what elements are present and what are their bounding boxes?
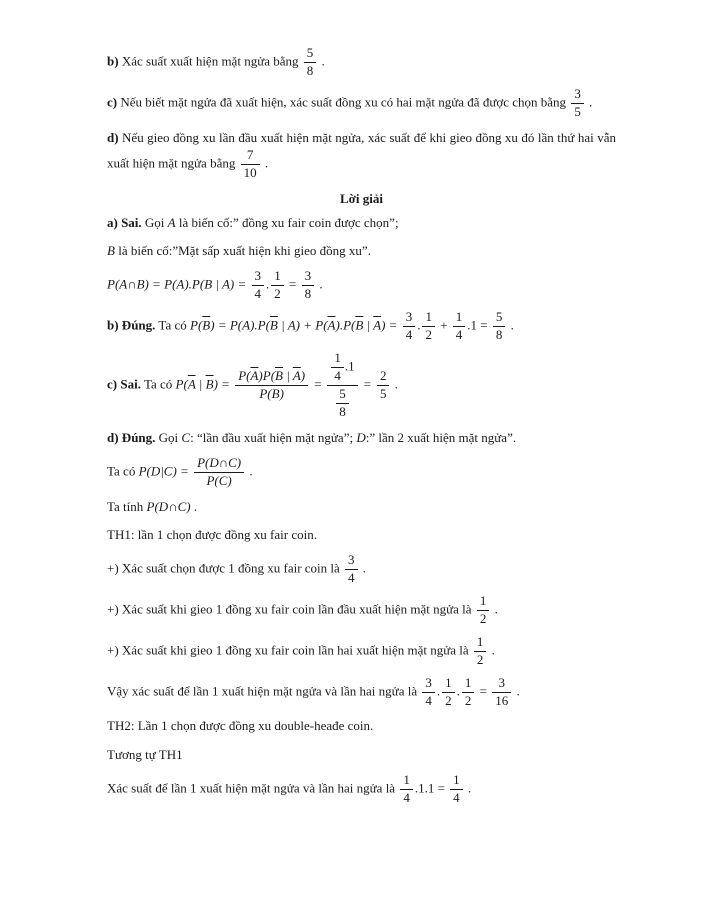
bold-text: b) Đúng. — [107, 317, 156, 333]
fraction-denominator — [403, 327, 416, 343]
text-run: 8 — [339, 403, 346, 419]
fraction — [271, 269, 284, 302]
solution-heading — [107, 189, 616, 209]
math-text: P( — [175, 376, 188, 392]
text-run: 5 — [495, 309, 503, 325]
fraction-numerator — [377, 369, 390, 386]
fraction-denominator — [442, 693, 455, 709]
math-text: = — [310, 376, 326, 392]
math-text: P( — [190, 317, 203, 333]
math-text: ) = P(A).P( — [210, 317, 270, 333]
fraction-numerator — [194, 456, 244, 473]
text-run: . — [261, 155, 269, 171]
fraction-denominator — [271, 286, 284, 302]
fraction — [462, 676, 475, 709]
fraction-denominator — [235, 386, 308, 402]
text-run: là biến cố:” đồng xu fair coin được chọn”; — [175, 214, 399, 230]
fraction — [302, 269, 315, 302]
case-1-result — [107, 676, 616, 709]
fraction-numerator — [450, 773, 463, 790]
case-2-label — [107, 716, 616, 736]
text-run: 3 — [498, 674, 505, 690]
fraction — [377, 369, 390, 402]
solution-d-compute — [107, 497, 616, 517]
fraction-denominator — [571, 104, 584, 120]
fraction-numerator — [474, 635, 487, 652]
math-text: | A) + P( — [277, 317, 328, 333]
fraction — [331, 351, 344, 384]
fraction — [474, 635, 487, 668]
fraction-denominator — [474, 652, 487, 668]
text-run: 5 — [379, 385, 387, 401]
case-1-step-1 — [107, 553, 616, 586]
document-content — [107, 46, 616, 806]
text-run: . — [359, 560, 367, 576]
text-run: 4 — [403, 789, 410, 805]
text-run: 16 — [495, 692, 509, 708]
text-run: . — [318, 53, 325, 69]
text-run: 3 — [405, 309, 413, 325]
text-run: 1 — [476, 633, 484, 649]
fraction-denominator — [327, 386, 357, 420]
fraction-denominator — [252, 286, 265, 302]
fraction — [336, 387, 349, 420]
text-run: 1 — [455, 309, 463, 325]
fraction — [235, 369, 308, 402]
text-run: Xác suất để lần 1 xuất hiện mặt ngửa và lần hai ngửa là — [107, 780, 399, 796]
fraction-denominator — [493, 327, 506, 343]
text-run: . — [464, 780, 472, 796]
text-run: .1.1 = — [414, 780, 449, 796]
math-variable-overline: $\overline{B}$ — [205, 376, 214, 392]
case-2-result — [107, 773, 616, 806]
solution-d-definition — [107, 428, 616, 448]
fraction-numerator — [422, 676, 435, 693]
bold-text: d) Đúng. — [107, 429, 156, 445]
math-variable-overline: $\overline{B}$ — [271, 385, 280, 401]
fraction-denominator — [241, 165, 260, 181]
fraction-numerator — [304, 46, 317, 63]
fraction — [304, 46, 317, 79]
text-run: . — [585, 94, 593, 110]
math-text: | — [363, 317, 374, 333]
fraction-numerator — [331, 351, 344, 368]
text-run: . — [507, 317, 514, 333]
text-run: 7 — [246, 146, 254, 162]
fraction — [194, 456, 244, 489]
fraction — [400, 773, 413, 806]
math-text: P(D∩C) — [146, 498, 191, 514]
text-run: 5 — [306, 45, 314, 60]
text-run: 1 — [464, 674, 472, 690]
text-run: . — [513, 683, 520, 699]
text-run: . — [488, 642, 495, 658]
case-1-step-2 — [107, 594, 616, 627]
text-run: Xác suất xuất hiện mặt ngửa bằng — [118, 53, 302, 69]
text-run: 4 — [453, 789, 460, 805]
fraction-numerator — [235, 369, 308, 386]
math-variable-overline: $\overline{B}$ — [275, 367, 283, 383]
statement-b — [107, 46, 616, 79]
text-run: . — [316, 276, 323, 292]
math-variable: C — [181, 429, 191, 445]
text-run: Ta có — [107, 463, 139, 479]
text-run: . — [436, 683, 441, 699]
text-run: : “lần đầu xuất hiện mặt ngửa”; — [190, 429, 357, 445]
fraction-denominator — [422, 327, 435, 343]
fraction-denominator — [453, 327, 466, 343]
math-text: ) = — [213, 376, 234, 392]
math-variable-overline: $\overline{B}$ — [202, 317, 211, 333]
text-run: 2 — [445, 692, 452, 708]
text-run: .1 — [344, 358, 355, 374]
statement-d — [107, 128, 616, 181]
text-run: 4 — [334, 367, 341, 383]
fraction — [241, 148, 260, 181]
math-variable-overline: $\overline{B}$ — [355, 317, 364, 333]
fraction-denominator — [304, 63, 317, 79]
text-run: 4 — [405, 327, 413, 342]
fraction-numerator — [571, 87, 584, 104]
fraction-numerator — [241, 148, 260, 165]
text-run: + — [436, 317, 451, 333]
fraction-numerator — [422, 310, 435, 327]
text-run: . — [491, 601, 498, 617]
text-run: Vậy xác suất để lần 1 xuất hiện mặt ngửa và lần hai ngửa là — [107, 683, 421, 699]
text-run: 4 — [425, 692, 432, 708]
text-run: 1 — [479, 592, 487, 608]
math-variable-overline: $\overline{A}$ — [292, 367, 301, 383]
text-run: +) Xác suất khi gieo 1 đồng xu fair coin lần hai xuất hiện mặt ngửa là — [107, 642, 472, 658]
fraction — [442, 676, 455, 709]
fraction-denominator — [400, 790, 413, 806]
math-text: )P( — [258, 367, 276, 383]
fraction — [492, 676, 511, 709]
text-run: 3 — [254, 268, 262, 284]
fraction-denominator — [377, 386, 390, 402]
fraction-numerator — [453, 310, 466, 327]
text-run: TH1: lần 1 chọn được đồng xu fair coin. — [107, 526, 317, 542]
fraction — [422, 676, 435, 709]
text-run: +) Xác suất chọn được 1 đồng xu fair coin là — [107, 560, 344, 576]
math-variable-overline: $\overline{A}$ — [250, 367, 259, 383]
fraction — [252, 269, 265, 302]
fraction-numerator — [492, 676, 511, 693]
text-run: . — [190, 498, 198, 514]
text-run: . — [417, 317, 421, 333]
math-text: ) — [279, 385, 284, 401]
text-run: 3 — [348, 551, 355, 567]
text-run: 4 — [455, 327, 463, 342]
text-run: +) Xác suất khi gieo 1 đồng xu fair coin lần đầu xuất hiện mặt ngửa là — [107, 601, 475, 617]
text-run: 8 — [304, 286, 312, 302]
text-run: 4 — [348, 569, 355, 585]
math-variable: D — [356, 429, 366, 445]
statement-c — [107, 87, 616, 120]
solution-a-formula — [107, 269, 616, 302]
math-variable-overline: $\overline{B}$ — [269, 317, 278, 333]
fraction — [422, 310, 435, 343]
fraction-numerator — [477, 594, 490, 611]
text-run: 5 — [574, 103, 581, 119]
text-run: 1 — [403, 771, 410, 787]
text-run: 2 — [274, 286, 281, 302]
fraction-numerator — [493, 310, 506, 327]
text-run: 1 — [425, 309, 432, 325]
text-run: .1 = — [467, 317, 491, 333]
text-run: là biến cố:”Mặt sấp xuất hiện khi gieo đồng xu”. — [114, 243, 371, 259]
fraction-denominator — [194, 473, 244, 489]
math-text: P( — [259, 385, 272, 401]
case-2-note — [107, 745, 616, 765]
text-run: 1 — [453, 771, 460, 787]
math-variable-overline: $\overline{A}$ — [327, 317, 336, 333]
text-run: . — [266, 276, 270, 292]
text-run: Nếu gieo đồng xu lần đầu xuất hiện mặt ngửa, xác suất để khi gieo đồng xu đó lần thứ hai vẫn xuất hiện mặt ngửa bằng — [107, 129, 616, 171]
solution-a-definition-2 — [107, 241, 616, 261]
fraction-numerator — [462, 676, 475, 693]
fraction-denominator — [492, 693, 511, 709]
bold-text: a) Sai. — [107, 214, 142, 230]
math-text: | — [195, 376, 206, 392]
math-text: P(C) — [206, 472, 232, 488]
text-run: 2 — [479, 610, 487, 626]
fraction-numerator — [403, 310, 416, 327]
fraction-numerator — [252, 269, 265, 286]
text-run: Nếu biết mặt ngửa đã xuất hiện, xác suất đồng xu có hai mặt ngửa đã được chọn bằng — [117, 94, 570, 110]
fraction — [327, 351, 357, 420]
text-run: 10 — [243, 164, 257, 180]
text-run: 1 — [274, 268, 281, 284]
text-run: 2 — [379, 367, 387, 383]
solution-c-formula — [107, 351, 616, 420]
fraction-numerator — [302, 269, 315, 286]
text-run: Ta tính — [107, 498, 147, 514]
text-run: 3 — [574, 85, 581, 101]
math-text: ).P( — [335, 317, 356, 333]
text-run: 8 — [306, 62, 314, 78]
text-run: 8 — [495, 327, 503, 342]
fraction-denominator — [331, 368, 344, 384]
text-run: TH2: Lần 1 chọn được đồng xu double-heađe coin. — [107, 718, 374, 734]
text-run: 1 — [334, 349, 341, 365]
fraction-numerator — [400, 773, 413, 790]
text-run: 3 — [425, 674, 432, 690]
text-run: Tương tự TH1 — [107, 746, 183, 762]
bold-text: c) — [107, 94, 118, 110]
text-run: 2 — [425, 327, 432, 342]
math-text: | — [282, 367, 293, 383]
math-text: P(D∩C) — [197, 454, 242, 470]
math-text: = — [359, 376, 375, 392]
math-variable: A — [167, 214, 176, 230]
bold-text: d) — [107, 129, 119, 145]
fraction-numerator — [336, 387, 349, 404]
math-variable-overline: $\overline{A}$ — [373, 317, 382, 333]
text-run: 5 — [339, 385, 346, 401]
text-run: . — [246, 463, 253, 479]
text-run: :” lần 2 xuất hiện mặt ngửa”. — [365, 429, 517, 445]
text-run: Ta có — [155, 317, 191, 333]
text-run: 4 — [254, 286, 262, 302]
math-text: ) = — [381, 317, 401, 333]
case-1-label — [107, 525, 616, 545]
fraction-numerator — [271, 269, 284, 286]
fraction-numerator — [327, 351, 357, 386]
math-text: P( — [238, 367, 251, 383]
text-run: . — [456, 683, 460, 699]
text-run: = — [285, 276, 300, 292]
fraction-denominator — [422, 693, 435, 709]
fraction — [477, 594, 490, 627]
fraction-denominator — [302, 286, 315, 302]
text-run: = — [476, 683, 491, 699]
text-run: 1 — [445, 674, 452, 690]
text-run: 3 — [304, 268, 312, 284]
fraction-denominator — [336, 404, 349, 420]
math-variable: B — [107, 243, 115, 259]
math-text: P(D|C) = — [138, 463, 193, 479]
math-text: P(A∩B) = P(A).P(B | A) = — [107, 276, 250, 292]
math-variable-overline: $\overline{A}$ — [187, 376, 196, 392]
fraction-denominator — [462, 693, 475, 709]
math-text: ) — [300, 367, 306, 383]
text-run: Gọi — [141, 214, 168, 230]
text-run: 2 — [464, 692, 472, 708]
fraction-numerator — [345, 553, 358, 570]
text-run: . — [391, 376, 398, 392]
bold-text: Lời giải — [340, 190, 383, 206]
case-1-step-3 — [107, 635, 616, 668]
fraction — [403, 310, 416, 343]
fraction — [493, 310, 506, 343]
bold-text: c) Sai. — [107, 376, 141, 392]
fraction — [571, 87, 584, 120]
fraction-denominator — [450, 790, 463, 806]
solution-b-formula — [107, 310, 616, 343]
solution-a-definition-1 — [107, 213, 616, 233]
text-run: Gọi — [155, 429, 182, 445]
fraction — [453, 310, 466, 343]
fraction — [345, 553, 358, 586]
fraction-denominator — [345, 570, 358, 586]
text-run: Ta có — [140, 376, 176, 392]
fraction-denominator — [477, 611, 490, 627]
bold-text: b) — [107, 53, 119, 69]
fraction — [450, 773, 463, 806]
fraction-numerator — [442, 676, 455, 693]
solution-d-formula — [107, 456, 616, 489]
text-run: 2 — [476, 651, 484, 667]
